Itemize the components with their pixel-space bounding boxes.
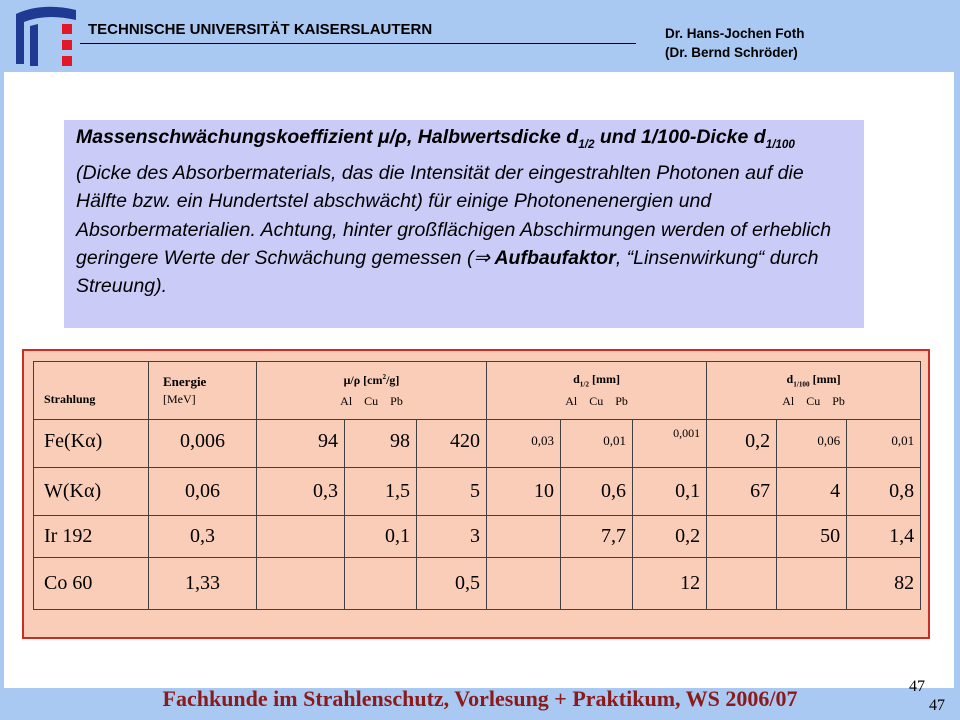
- row-dh-cu: [561, 558, 633, 610]
- row-mu-pb: 3: [417, 516, 487, 558]
- table-header-row: [34, 362, 921, 420]
- header-d-half: [487, 362, 707, 420]
- row-name: Fe(Kα): [34, 420, 149, 468]
- row-energy: 0,006: [149, 420, 257, 468]
- row-mu-al: 94: [257, 420, 345, 468]
- row-dc-al: [707, 516, 777, 558]
- row-mu-pb: 420: [417, 420, 487, 468]
- table-row: [34, 468, 921, 516]
- table-row: [34, 558, 921, 610]
- row-energy: 0,3: [149, 516, 257, 558]
- row-energy: 0,06: [149, 468, 257, 516]
- table-row: [34, 420, 921, 468]
- row-dh-al: [487, 516, 561, 558]
- university-name: TECHNISCHE UNIVERSITÄT KAISERSLAUTERN: [88, 21, 433, 38]
- row-dh-cu: 0,6: [561, 468, 633, 516]
- desc-title-2: , Halbwertsdicke d: [406, 126, 579, 148]
- desc-mu-rho: μ/ρ: [377, 126, 407, 148]
- row-mu-cu: 98: [345, 420, 417, 468]
- row-mu-cu: [345, 558, 417, 610]
- author-block: [665, 24, 805, 62]
- desc-body-1: (Dicke des Absorbermaterials, das die Intensität der eingestrahlten Photonen auf die Hälfte bzw. ein Hundertstel abschwächt) für einige Photonenenergien und Absorbermaterialien. Achtung, hinter großflächigen Abschirmungen werden of erheblich geringere Werte der Schwächung gemessen (: [76, 162, 832, 270]
- header-d-hundredth-label: d: [786, 371, 794, 386]
- row-dc-pb: 82: [847, 558, 921, 610]
- row-energy: 1,33: [149, 558, 257, 610]
- row-mu-al: 0,3: [257, 468, 345, 516]
- desc-body-2: , “Linsenwirkung“ durch Streuung).: [76, 247, 819, 298]
- author-line-2: (Dr. Bernd Schröder): [665, 45, 798, 60]
- page-number: 47: [909, 678, 925, 695]
- header-d-hundredth: [707, 362, 921, 420]
- row-dc-cu: 50: [777, 516, 847, 558]
- row-dh-pb: 0,001: [633, 420, 707, 468]
- desc-sub-half: 1/2: [578, 137, 595, 151]
- arrow-icon: ⇒: [473, 247, 490, 270]
- row-dc-pb: 0,8: [847, 468, 921, 516]
- header-d-half-materials: Al Cu Pb: [565, 394, 628, 409]
- row-dh-pb: 0,2: [633, 516, 707, 558]
- desc-title-3: und 1/100-Dicke d: [594, 126, 766, 148]
- row-mu-pb: 5: [417, 468, 487, 516]
- row-dh-al: [487, 558, 561, 610]
- header-mu-sup: 2: [382, 372, 387, 381]
- row-mu-pb: 0,5: [417, 558, 487, 610]
- row-dh-al: 0,03: [487, 420, 561, 468]
- header-energie-label: Energie: [163, 374, 207, 389]
- row-dh-al: 10: [487, 468, 561, 516]
- description-box: [64, 120, 864, 328]
- header-energie: [149, 362, 257, 420]
- row-mu-cu: 1,5: [345, 468, 417, 516]
- header-divider: [80, 43, 636, 44]
- row-dc-pb: 1,4: [847, 516, 921, 558]
- row-name: Co 60: [34, 558, 149, 610]
- header-d-half-label: d: [573, 371, 580, 386]
- header-d-half-unit: [mm]: [588, 371, 620, 386]
- page-number-secondary: 47: [929, 697, 945, 714]
- row-dc-cu: [777, 558, 847, 610]
- row-name: Ir 192: [34, 516, 149, 558]
- header-mu-materials: Al Cu Pb: [340, 393, 403, 408]
- header-d-hundredth-sub: 1/100: [793, 380, 810, 389]
- desc-sub-hundredth: 1/100: [765, 137, 795, 151]
- row-dc-al: 0,2: [707, 420, 777, 468]
- header-d-hundredth-unit: [mm]: [809, 371, 841, 386]
- header-mu-label-end: /g]: [386, 372, 400, 387]
- attenuation-table: [33, 361, 921, 610]
- desc-bold-term: Aufbaufaktor: [489, 247, 616, 270]
- tu-logo: [12, 4, 78, 70]
- row-dc-al: [707, 558, 777, 610]
- row-dh-cu: 7,7: [561, 516, 633, 558]
- desc-title-1: Massenschwächungskoeffizient: [76, 126, 378, 148]
- row-dc-al: 67: [707, 468, 777, 516]
- row-dc-cu: 4: [777, 468, 847, 516]
- author-line-1: Dr. Hans-Jochen Foth: [665, 26, 805, 41]
- row-dh-pb: 12: [633, 558, 707, 610]
- row-name: W(Kα): [34, 468, 149, 516]
- row-dh-cu: 0,01: [561, 420, 633, 468]
- header-energie-unit: [MeV]: [163, 392, 196, 406]
- header-strahlung: Strahlung: [34, 362, 149, 420]
- header-mu-rho: [257, 362, 487, 420]
- footer-title: Fachkunde im Strahlenschutz, Vorlesung + Praktikum, WS 2006/07: [162, 686, 798, 711]
- header-mu-label: μ/ρ [cm: [343, 372, 383, 387]
- header-d-hundredth-materials: Al Cu Pb: [782, 394, 845, 409]
- table-row: [34, 516, 921, 558]
- row-dc-cu: 0,06: [777, 420, 847, 468]
- header-d-half-sub: 1/2: [579, 380, 589, 389]
- row-mu-al: [257, 516, 345, 558]
- row-dc-pb: 0,01: [847, 420, 921, 468]
- row-mu-cu: 0,1: [345, 516, 417, 558]
- row-dh-pb: 0,1: [633, 468, 707, 516]
- row-mu-al: [257, 558, 345, 610]
